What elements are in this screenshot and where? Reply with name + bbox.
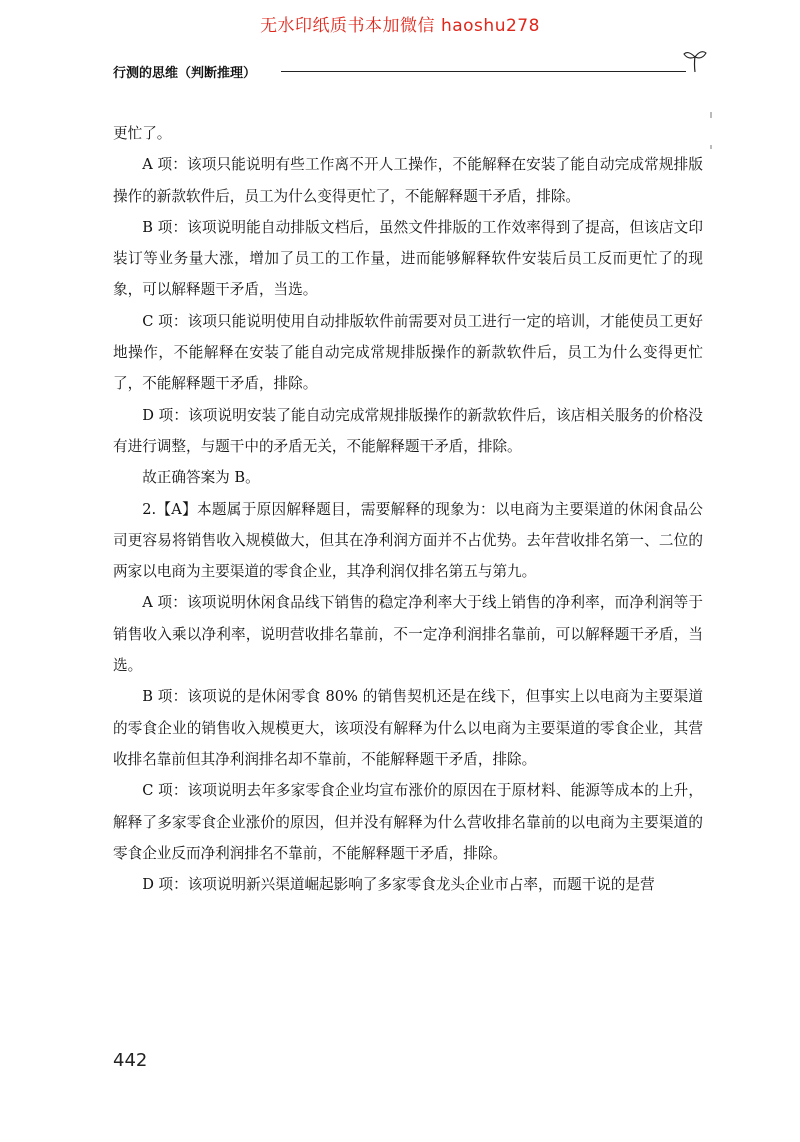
scan-speck xyxy=(710,145,712,149)
running-header xyxy=(113,60,708,84)
sprout-icon xyxy=(682,46,708,76)
scan-speck xyxy=(710,112,712,118)
paragraph: D 项：该项说明新兴渠道崛起影响了多家零食龙头企业市占率，而题干说的是营 xyxy=(142,876,655,894)
paragraph: 故正确答案为 B。 xyxy=(142,469,260,487)
header-rule xyxy=(281,71,686,72)
page-number: 442 xyxy=(113,1050,148,1071)
paragraph: A 项：该项说明休闲食品线下销售的稳定净利率大于线上销售的净利率，而净利润等于销售收入乘以净利率，说明营收排名靠前，不一定净利润排名靠前，可以解释题干矛盾，当选。 xyxy=(113,594,703,675)
paragraph: B 项：该项说的是休闲零食 80% 的销售契机还是在线下，但事实上以电商为主要渠道的零食企业的销售收入规模更大，该项没有解释为什么以电商为主要渠道的零食企业，其营收排名靠前但其净利润排名却不靠前，不能解释题干矛盾，排除。 xyxy=(113,688,703,768)
paragraph: C 项：该项说明去年多家零食企业均宣布涨价的原因在于原材料、能源等成本的上升，解释了多家零食企业涨价的原因，但并没有解释为什么营收排名靠前的以电商为主要渠道的零食企业反而净利润排名不靠前，不能解释题干矛盾，排除。 xyxy=(113,782,703,862)
watermark: 无水印纸质书本加微信 haoshu278 xyxy=(260,16,540,36)
paragraph: 2.【A】本题属于原因解释题目，需要解释的现象为：以电商为主要渠道的休闲食品公司更容易将销售收入规模做大，但其在净利润方面并不占优势。去年营收排名第一、二位的两家以电商为主要渠道的零食企业，其净利润仅排名第五与第九。 xyxy=(113,500,703,581)
paragraph: 更忙了。 xyxy=(113,125,172,142)
paragraph: A 项：该项只能说明有些工作离不开人工操作，不能解释在安装了能自动完成常规排版操作的新款软件后，员工为什么变得更忙了，不能解释题干矛盾，排除。 xyxy=(113,156,703,205)
header-title: 行测的思维（判断推理） xyxy=(113,66,257,81)
paragraph: B 项：该项说明能自动排版文档后，虽然文件排版的工作效率得到了提高，但该店文印装订等业务量大涨，增加了员工的工作量，进而能够解释软件安装后员工反而更忙了的现象，可以解释题干矛盾，当选。 xyxy=(113,218,703,299)
paragraph: D 项：该项说明安装了能自动完成常规排版操作的新款软件后，该店相关服务的价格没有进行调整，与题干中的矛盾无关，不能解释题干矛盾，排除。 xyxy=(113,406,703,455)
body-text xyxy=(113,118,703,900)
paragraph: C 项：该项只能说明使用自动排版软件前需要对员工进行一定的培训，才能使员工更好地操作，不能解释在安装了能自动完成常规排版操作的新款软件后，员工为什么变得更忙了，不能解释题干矛盾，排除。 xyxy=(113,312,703,393)
